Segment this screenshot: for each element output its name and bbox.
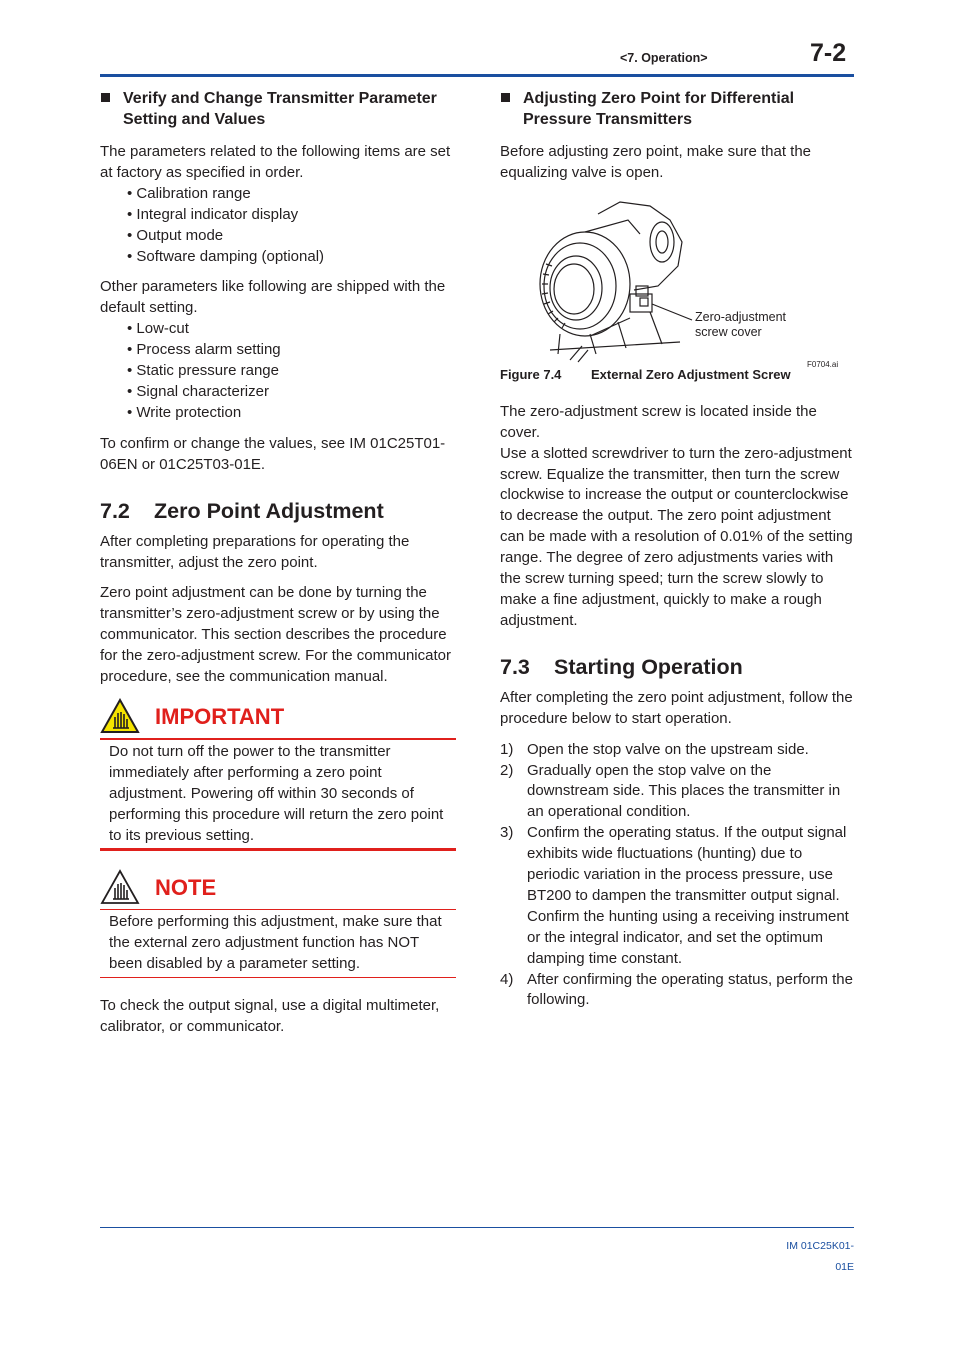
figure-caption-text: External Zero Adjustment Screw [591, 366, 791, 382]
figure-callout-label: Zero-adjustment screw cover [695, 309, 787, 339]
paragraph-zero-intro: After completing preparations for operating the transmitter, adjust the zero point. [100, 532, 410, 571]
list-item [500, 761, 854, 824]
header-rule [100, 74, 854, 77]
step-text: Open the stop valve on the upstream side. [527, 740, 809, 758]
step-text: Confirm the operating status. If the output signal exhibits wide fluctuations (hunting) due to periodic variation in the process pressure, use BT200 to dampen the transmitter output signal. Confirm the hunting using a receiving instrument or the integral indicator, and set the optimum damping time constant. [527, 824, 849, 967]
footer-document-id: IM 01C25K01-01E [786, 1240, 854, 1273]
paragraph-default-params: Other parameters like following are shipped with the default setting. [100, 278, 446, 317]
paragraph-screw-location: The zero-adjustment screw is located inside the cover. [500, 402, 817, 441]
list-item: • Static pressure range [127, 362, 279, 380]
list-item: • Integral indicator display [127, 205, 299, 223]
footer-rule [100, 1227, 854, 1228]
square-bullet-icon [501, 93, 510, 102]
section-number: 7.3 [500, 654, 530, 679]
list-item: • Signal characterizer [127, 382, 269, 400]
figure-label: Figure 7.4 [500, 366, 562, 382]
step-text: After confirming the operating status, perform the following. [527, 970, 853, 1009]
list-item: • Process alarm setting [127, 341, 281, 359]
subheading-adjusting-zero-text: Adjusting Zero Point for Differential Pressure Transmitters [523, 90, 795, 128]
left-column [100, 88, 456, 1048]
section-heading-7-3 [500, 654, 854, 680]
important-header [100, 698, 456, 738]
important-box [100, 738, 456, 852]
list-item [500, 970, 854, 1012]
paragraph-screw-procedure: Use a slotted screwdriver to turn the zero-adjustment screw. Equalize the transmitter, then turn the screw clockwise to increase the output or counterclockwise to decrease the output. The zero point adjustment can be made with a resolution of 0.01% of the setting range. The degree of zero adjustments varies with the screw turning speed; turn the screw slowly to make a fine adjustment, quickly to make a rough adjustment. [500, 444, 853, 629]
section-heading-7-2 [100, 498, 456, 524]
subheading-verify-change-text: Verify and Change Transmitter Parameter Setting and Values [123, 90, 437, 128]
right-column [500, 88, 854, 1011]
step-number: 4) [500, 970, 514, 988]
paragraph-confirm-change: To confirm or change the values, see IM 01C25T01-06EN or 01C25T03-01E. [100, 434, 446, 473]
paragraph-zero-methods: Zero point adjustment can be done by turning the transmitter’s zero-adjustment screw or by using the communicator. This section describes the procedure for the zero-adjustment screw. For the communicator procedure, see the communication manual. [100, 584, 451, 686]
list-item: • Write protection [127, 403, 242, 421]
step-number: 3) [500, 824, 514, 842]
list-item [500, 823, 854, 969]
list-item [500, 740, 854, 761]
transmitter-illustration [530, 194, 730, 366]
list-item: • Low-cut [127, 320, 189, 338]
warning-hand-icon [100, 698, 140, 734]
paragraph-factory-params: The parameters related to the following items are set at factory as specified in order. [100, 143, 451, 181]
header-chapter: <7. Operation> [620, 51, 708, 65]
note-header [100, 869, 456, 909]
square-bullet-icon [101, 93, 110, 102]
list-item: • Software damping (optional) [127, 247, 325, 265]
step-number: 1) [500, 740, 514, 758]
figure-caption [500, 366, 854, 384]
paragraph-start-intro: After completing the zero point adjustment, follow the procedure below to start operation. [500, 688, 853, 727]
paragraph-check-output: To check the output signal, use a digital multimeter, calibrator, or communicator. [100, 997, 440, 1036]
list-item: • Calibration range [127, 184, 251, 202]
figure-file-id: F0704.ai [807, 359, 839, 369]
step-number: 2) [500, 761, 514, 779]
list-item: • Output mode [127, 226, 224, 244]
paragraph-equalizing-valve: Before adjusting zero point, make sure that the equalizing valve is open. [500, 143, 812, 181]
start-steps-list [500, 740, 854, 1012]
section-number: 7.2 [100, 498, 130, 523]
figure-transmitter [500, 194, 854, 369]
section-title: Starting Operation [554, 654, 743, 679]
note-label: NOTE [155, 875, 217, 901]
step-text: Gradually open the stop valve on the downstream side. This places the transmitter in an operational condition. [527, 761, 841, 821]
note-text: Before performing this adjustment, make sure that the external zero adjustment function has NOT been disabled by a parameter setting. [109, 913, 442, 973]
note-hand-icon [100, 869, 140, 905]
factory-items-list [100, 184, 456, 268]
default-items-list [100, 319, 456, 424]
important-text: Do not turn off the power to the transmitter immediately after performing a zero point adjustment. Powering off within 30 seconds of performing this procedure will return the zero point to its previous setting. [109, 742, 444, 844]
subheading-verify-change [100, 88, 456, 130]
important-label: IMPORTANT [155, 703, 285, 729]
section-title: Zero Point Adjustment [154, 498, 384, 523]
note-box [100, 909, 456, 978]
subheading-adjusting-zero [500, 88, 854, 130]
header-page-number: 7-2 [810, 39, 847, 67]
